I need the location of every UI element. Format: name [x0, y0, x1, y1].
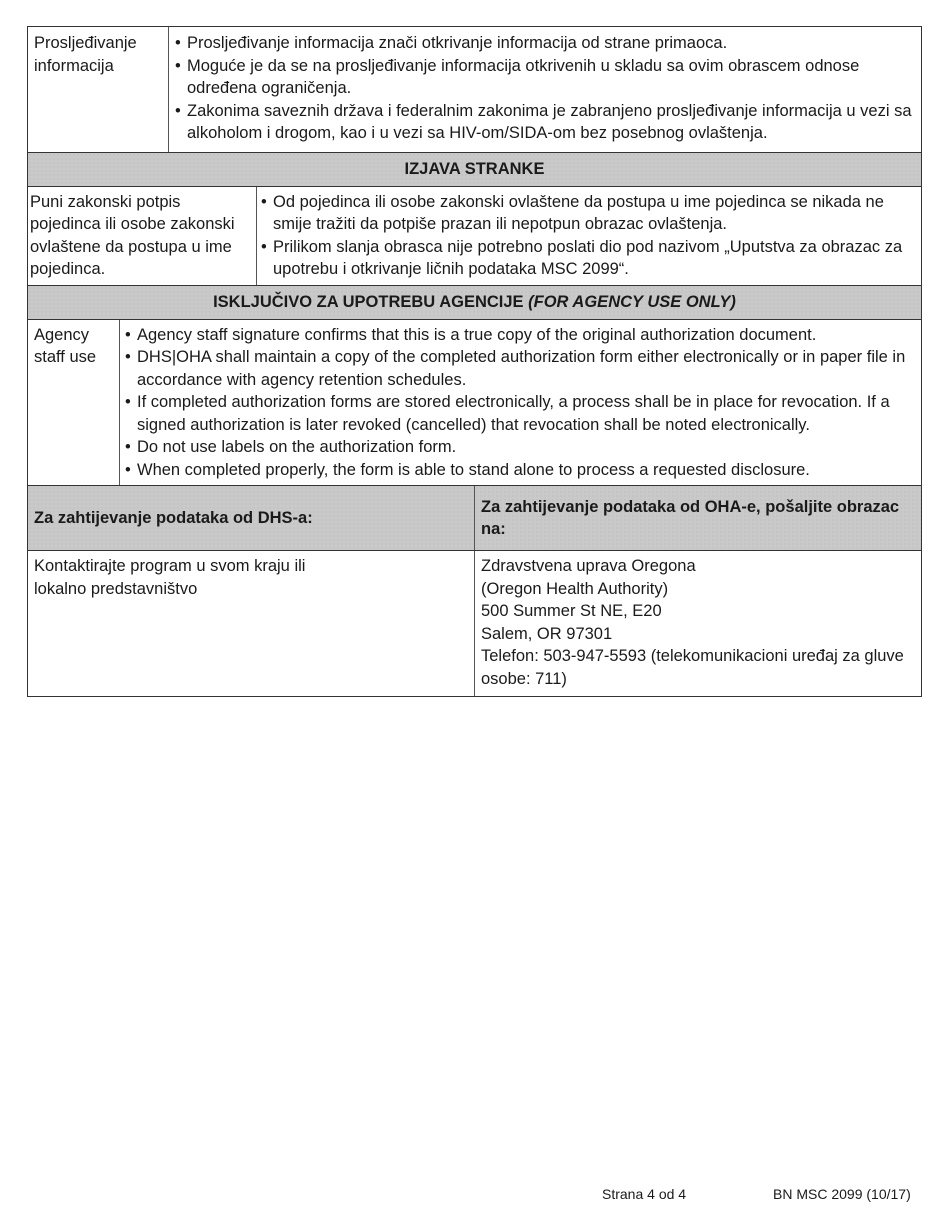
disclosure-label: Prosljeđivanje informacija [28, 27, 169, 152]
agency-bullet: • If completed authorization forms are stored electronically, a process shall be in place for revocation. If a signed authorization is later revoked (cancelled) that revocation shall be noted electronically. [125, 391, 919, 436]
oha-address-line: (Oregon Health Authority) [481, 579, 669, 598]
agency-title-italic: (FOR AGENCY USE ONLY) [528, 292, 736, 311]
disclosure-bullets [169, 27, 921, 152]
agency-bullet: • DHS|OHA shall maintain a copy of the completed authorization form either electronically or in paper file in accordance with agency retention schedules. [125, 346, 919, 391]
client-statement-row [28, 187, 921, 286]
request-body-row [28, 551, 921, 697]
dhs-contact-text: Kontaktirajte program u svom kraju ili lokalno predstavništvo [28, 551, 475, 696]
agency-bullet: • When completed properly, the form is able to stand alone to process a requested disclosure. [125, 459, 919, 482]
oha-phone: Telefon: 503-947-5593 (telekomunikacioni uređaj za gluve osobe: 711) [481, 647, 904, 688]
form-table [27, 26, 922, 697]
client-statement-bullets [257, 187, 921, 285]
oha-address-line: 500 Summer St NE, E20 [481, 602, 662, 620]
disclosure-bullet: • Moguće je da se na prosljeđivanje informacija otkrivenih u skladu sa ovim obrascem odnose određena ograničenja. [175, 55, 915, 100]
oha-request-header: Za zahtijevanje podataka od OHA-e, pošaljite obrazac na: [475, 486, 921, 550]
oha-address [475, 551, 921, 696]
agency-bullets [120, 320, 921, 486]
agency-use-title [28, 286, 921, 320]
oha-address-line: Salem, OR 97301 [481, 624, 613, 643]
client-statement-bullet: • Prilikom slanja obrasca nije potrebno poslati dio pod nazivom „Uputstva za obrazac za upotrebu i otkrivanje ličnih podataka MSC 2099“. [261, 236, 915, 281]
oha-address-line: Zdravstvena uprava Oregona [481, 557, 696, 575]
form-id: BN MSC 2099 (10/17) [773, 1186, 911, 1202]
agency-bullet: • Agency staff signature confirms that this is a true copy of the original authorization document. [125, 324, 919, 347]
disclosure-bullet: • Zakonima saveznih država i federalnim zakonima je zabranjeno prosljeđivanje informacija u vezi sa alkoholom i drogom, kao i u vezi sa HIV-om/SIDA-om bez posebnog ovlaštenja. [175, 100, 915, 145]
client-statement-title: IZJAVA STRANKE [28, 153, 921, 187]
agency-bullet: • Do not use labels on the authorization form. [125, 436, 919, 459]
client-statement-bullet: • Od pojedinca ili osobe zakonski ovlaštene da postupa u ime pojedinca se nikada ne smije tražiti da potpiše prazan ili nepotpun obrazac ovlaštenja. [261, 191, 915, 236]
agency-staff-label: Agency staff use [28, 320, 120, 486]
page-number: Strana 4 od 4 [602, 1186, 687, 1202]
request-header-row [28, 486, 921, 551]
disclosure-bullet: • Prosljeđivanje informacija znači otkrivanje informacija od strane primaoca. [175, 32, 915, 55]
client-signature-label: Puni zakonski potpis pojedinca ili osobe zakonski ovlaštene da postupa u ime pojedinca. [28, 187, 257, 285]
disclosure-row [28, 27, 921, 153]
form-page [27, 26, 922, 697]
dhs-request-header: Za zahtijevanje podataka od DHS-a: [28, 486, 475, 550]
agency-title-main: ISKLJUČIVO ZA UPOTREBU AGENCIJE [213, 292, 524, 311]
agency-row [28, 320, 921, 487]
